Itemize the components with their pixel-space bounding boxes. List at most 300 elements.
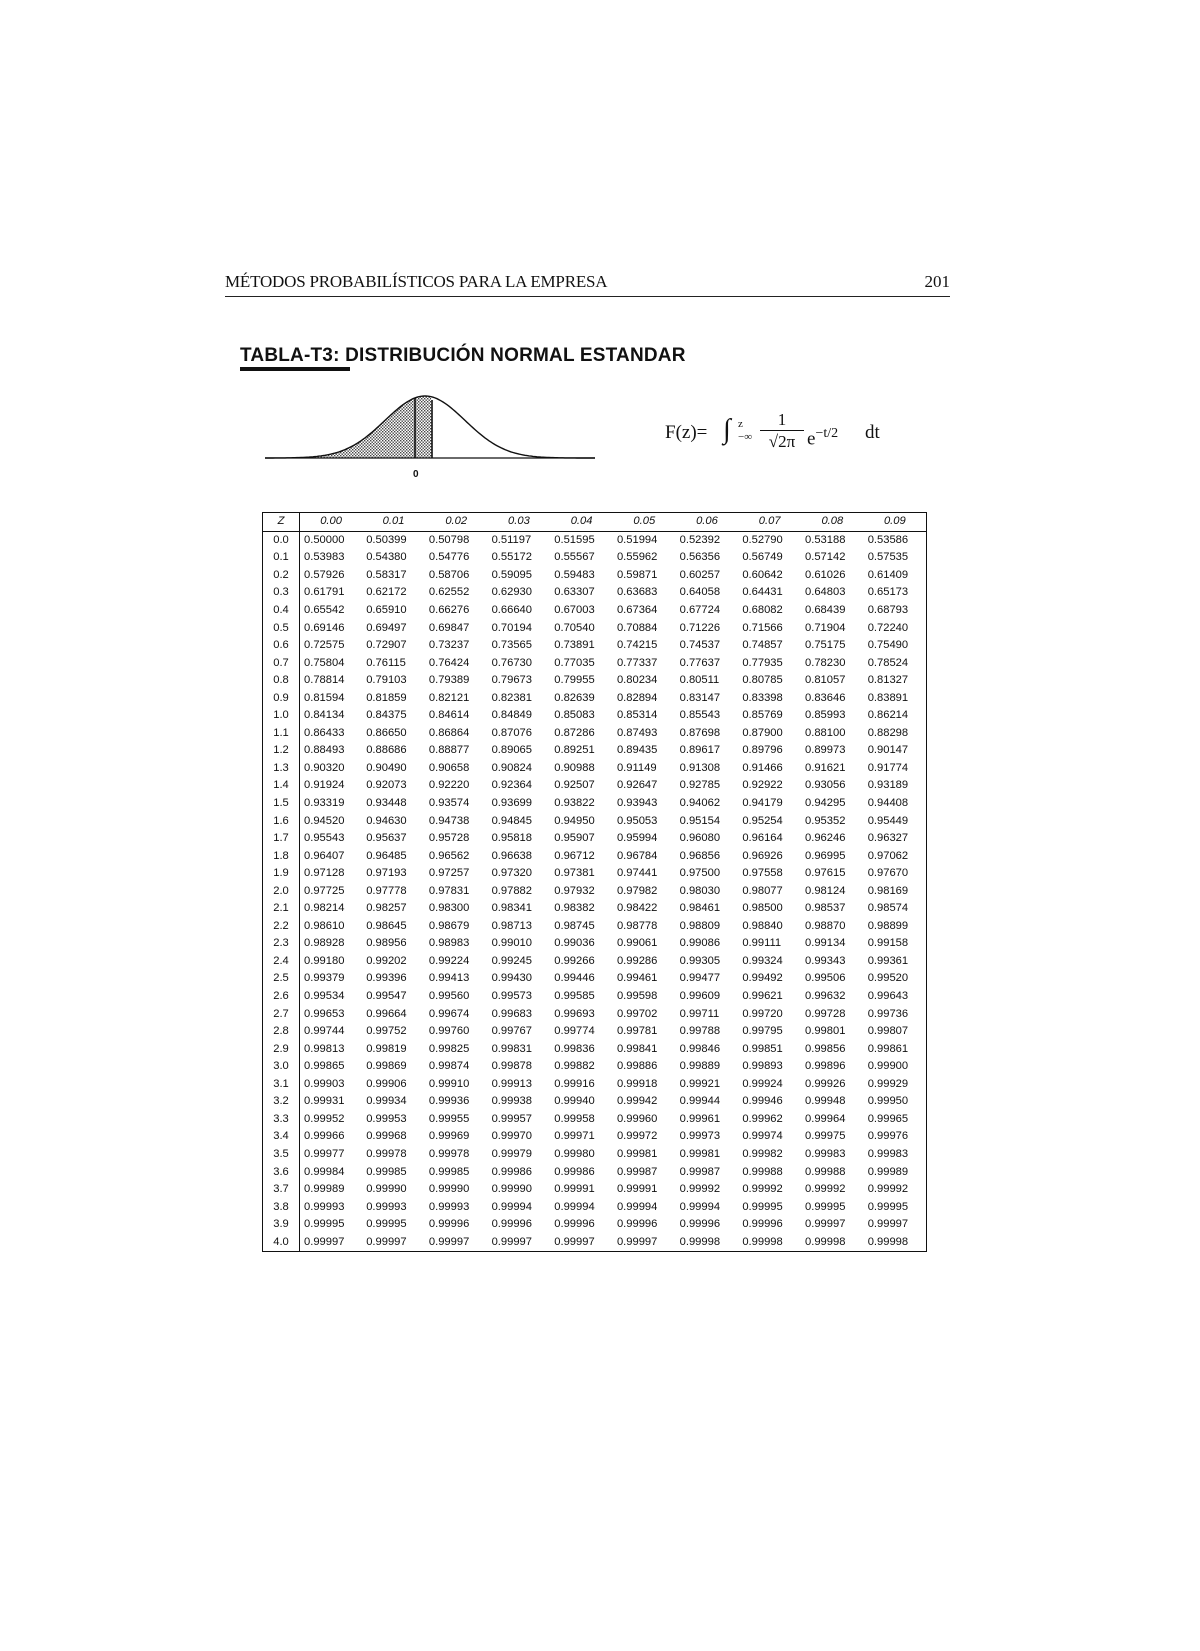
probability-cell: 0.97257 [428,867,470,880]
probability-cell: 0.78814 [304,674,345,687]
z-value-cell: 3.4 [263,1128,300,1146]
probability-cell: 0.99942 [616,1095,658,1108]
column-header: 0.07 [738,513,801,532]
probability-cell: 0.87900 [742,726,783,739]
probability-cell: 0.86650 [366,726,407,739]
probability-cell: 0.99962 [742,1112,783,1125]
column-header: 0.01 [362,513,425,532]
probability-cell: 0.99720 [742,1007,783,1020]
probability-cell: 0.99982 [742,1147,783,1160]
probability-cell: 0.97831 [428,884,470,897]
probability-cell: 0.98679 [428,919,470,932]
probability-cell: 0.98341 [491,902,533,915]
table-row [263,847,927,865]
probability-cell: 0.68439 [805,604,846,616]
table-row [263,1023,927,1041]
probability-cell: 0.99461 [616,972,658,985]
z-value-cell: 1.5 [263,795,300,813]
probability-cell: 0.99969 [428,1130,470,1143]
probability-cell: 0.51197 [491,533,532,546]
probability-cell: 0.99978 [366,1147,407,1160]
table-title: TABLA-T3: DISTRIBUCIÓN NORMAL ESTANDAR [240,345,686,366]
probability-cell: 0.61026 [805,568,846,581]
probability-cell: 0.98077 [742,884,783,897]
probability-cell: 0.94738 [428,814,470,827]
z-value-cell: 0.7 [263,654,300,672]
probability-cell: 0.99997 [366,1235,407,1248]
probability-cell: 0.96485 [366,849,407,862]
table-row [263,1146,927,1164]
probability-cell: 0.99674 [428,1007,470,1020]
integral-limits [738,418,752,444]
probability-cell: 0.69847 [428,621,470,634]
probability-cell: 0.95352 [805,814,846,827]
probability-cell: 0.50798 [428,533,470,546]
probability-cell: 0.78524 [867,656,909,669]
probability-cell: 0.99997 [304,1235,345,1248]
probability-cell: 0.95254 [742,814,783,827]
probability-cell: 0.99980 [554,1147,595,1160]
probability-cell: 0.99996 [679,1218,721,1231]
probability-cell: 0.93943 [616,797,658,810]
probability-cell: 0.99158 [867,937,909,950]
probability-cell: 0.99952 [304,1112,345,1125]
table-header-row [263,513,927,532]
probability-cell: 0.68082 [742,604,783,616]
probability-cell: 0.74857 [742,639,783,652]
z-value-cell: 2.8 [263,1023,300,1041]
probability-cell: 0.82121 [428,691,470,704]
probability-cell: 0.82894 [616,691,658,704]
probability-cell: 0.99998 [805,1235,846,1248]
probability-cell: 0.99940 [554,1095,595,1108]
z-value-cell: 3.0 [263,1058,300,1076]
probability-cell: 0.98257 [366,902,407,915]
probability-cell: 0.99960 [616,1112,658,1125]
probability-cell: 0.97778 [366,884,407,897]
column-header: 0.00 [300,513,363,532]
probability-cell: 0.83646 [805,691,846,704]
probability-cell: 0.99955 [428,1112,470,1125]
column-header: 0.04 [550,513,613,532]
probability-cell: 0.99983 [867,1147,909,1160]
title-underline [240,367,350,371]
probability-cell: 0.96246 [805,832,846,845]
table-row [263,795,927,813]
table-row [263,567,927,585]
probability-cell: 0.96995 [805,849,846,862]
probability-cell: 0.99948 [805,1095,846,1108]
table-row [263,672,927,690]
z-value-cell: 3.5 [263,1146,300,1164]
probability-cell: 0.99992 [867,1183,909,1196]
probability-cell: 0.99957 [491,1112,533,1125]
probability-cell: 0.99774 [554,1025,595,1038]
probability-cell: 0.94520 [304,814,345,827]
probability-cell: 0.55567 [554,551,595,564]
probability-cell: 0.85543 [679,709,721,722]
probability-cell: 0.70540 [554,621,595,634]
probability-cell: 0.99869 [366,1060,407,1073]
probability-cell: 0.99910 [428,1077,470,1090]
column-header: 0.05 [613,513,676,532]
probability-cell: 0.98928 [304,937,345,950]
probability-cell: 0.99996 [554,1218,595,1231]
probability-cell: 0.96407 [304,849,345,862]
table-row [263,900,927,918]
probability-cell: 0.99972 [616,1130,658,1143]
probability-cell: 0.67364 [616,604,658,616]
probability-cell: 0.99430 [491,972,533,985]
probability-cell: 0.77337 [616,656,658,669]
probability-cell: 0.99621 [742,990,783,1003]
z-value-cell: 1.1 [263,725,300,743]
probability-cell: 0.82381 [491,691,533,704]
probability-cell: 0.51994 [616,533,658,546]
probability-cell: 0.99973 [679,1130,721,1143]
probability-cell: 0.99997 [491,1235,533,1248]
probability-cell: 0.82639 [554,691,595,704]
probability-cell: 0.72575 [304,639,345,652]
probability-cell: 0.99988 [805,1165,846,1178]
probability-cell: 0.98169 [867,884,909,897]
cdf-formula [665,410,895,470]
probability-cell: 0.92922 [742,779,783,792]
probability-cell: 0.53188 [805,533,846,546]
probability-cell: 0.84375 [366,709,407,722]
probability-cell: 0.99744 [304,1025,345,1038]
probability-cell: 0.95728 [428,832,470,845]
probability-cell: 0.99953 [366,1112,407,1125]
probability-cell: 0.52790 [742,533,783,546]
probability-cell: 0.99929 [867,1077,909,1090]
probability-cell: 0.89251 [554,744,595,757]
probability-cell: 0.55962 [616,551,658,564]
probability-cell: 0.99996 [742,1218,783,1231]
probability-cell: 0.99975 [805,1130,846,1143]
table-row [263,1058,927,1076]
probability-cell: 0.99609 [679,990,721,1003]
table-row [263,742,927,760]
probability-cell: 0.99547 [366,990,407,1003]
z-value-cell: 1.3 [263,760,300,778]
probability-cell: 0.99996 [491,1218,533,1231]
z-value-cell: 1.4 [263,777,300,795]
probability-cell: 0.99010 [491,937,533,950]
probability-cell: 0.86433 [304,726,345,739]
probability-cell: 0.97320 [491,867,533,880]
probability-cell: 0.62930 [491,586,533,599]
probability-cell: 0.80785 [742,674,783,687]
probability-cell: 0.97670 [867,867,909,880]
probability-cell: 0.99446 [554,972,595,985]
probability-cell: 0.99361 [867,954,909,967]
probability-cell: 0.53983 [304,551,345,564]
probability-cell: 0.99413 [428,972,470,985]
probability-cell: 0.96638 [491,849,533,862]
probability-cell: 0.92785 [679,779,721,792]
table-row [263,1076,927,1094]
probability-cell: 0.83147 [679,691,721,704]
table-row [263,531,927,549]
probability-cell: 0.99996 [428,1218,470,1231]
probability-cell: 0.97882 [491,884,533,897]
z-value-cell: 0.6 [263,637,300,655]
probability-cell: 0.65542 [304,604,345,616]
probability-cell: 0.99305 [679,954,721,967]
probability-cell: 0.99934 [366,1095,407,1108]
exponential-base: e [807,428,816,450]
probability-cell: 0.99711 [679,1007,720,1020]
probability-cell: 0.97558 [742,867,783,880]
probability-cell: 0.99987 [616,1165,658,1178]
z-value-cell: 2.4 [263,953,300,971]
probability-cell: 0.91774 [867,761,909,774]
formula-lhs: F(z)= [665,422,708,443]
z-value-cell: 0.0 [263,531,300,549]
z-value-cell: 3.6 [263,1163,300,1181]
probability-cell: 0.99997 [428,1235,470,1248]
probability-cell: 0.99938 [491,1095,533,1108]
table-row [263,654,927,672]
column-header: 0.06 [676,513,739,532]
probability-cell: 0.98745 [554,919,595,932]
formula-fraction [760,410,804,453]
probability-cell: 0.84849 [491,709,533,722]
probability-cell: 0.62172 [366,586,407,599]
z-value-cell: 2.1 [263,900,300,918]
z-value-cell: 0.3 [263,584,300,602]
probability-cell: 0.98713 [491,919,533,932]
probability-cell: 0.99736 [867,1007,909,1020]
probability-cell: 0.83398 [742,691,783,704]
probability-cell: 0.99966 [304,1130,345,1143]
probability-cell: 0.74215 [616,639,658,652]
probability-cell: 0.94845 [491,814,533,827]
probability-cell: 0.83891 [867,691,909,704]
probability-cell: 0.71904 [805,621,846,634]
probability-cell: 0.85993 [805,709,846,722]
probability-cell: 0.99931 [304,1095,345,1108]
probability-cell: 0.50399 [366,533,407,546]
probability-cell: 0.99990 [428,1183,470,1196]
probability-cell: 0.98382 [554,902,595,915]
probability-cell: 0.99245 [491,954,533,967]
table-row [263,882,927,900]
exponent: −t/2 [815,426,839,441]
probability-cell: 0.96926 [742,849,783,862]
z-column-header: Z [263,513,300,532]
probability-cell: 0.99977 [304,1147,345,1160]
probability-cell: 0.73237 [428,639,470,652]
table-row [263,1040,927,1058]
probability-cell: 0.50000 [304,533,345,546]
probability-cell: 0.95053 [616,814,658,827]
probability-cell: 0.88686 [366,744,407,757]
probability-cell: 0.89796 [742,744,783,757]
running-header [225,270,950,297]
probability-cell: 0.99997 [867,1218,909,1231]
table-row [263,707,927,725]
probability-cell: 0.99506 [805,972,846,985]
probability-cell: 0.99795 [742,1025,783,1038]
probability-cell: 0.99801 [805,1025,846,1038]
probability-cell: 0.85314 [616,709,658,722]
probability-cell: 0.99664 [366,1007,407,1020]
probability-cell: 0.98214 [304,902,345,915]
probability-cell: 0.75175 [805,639,846,652]
probability-cell: 0.81327 [867,674,909,687]
probability-cell: 0.99889 [679,1060,721,1073]
probability-cell: 0.71566 [742,621,783,634]
probability-cell: 0.92364 [491,779,533,792]
probability-cell: 0.99936 [428,1095,470,1108]
table-row [263,1216,927,1234]
z-value-cell: 1.2 [263,742,300,760]
probability-cell: 0.91149 [616,761,657,774]
probability-cell: 0.71226 [679,621,721,634]
probability-cell: 0.90988 [554,761,595,774]
probability-cell: 0.59871 [616,568,658,581]
probability-cell: 0.94408 [867,797,909,810]
probability-cell: 0.81859 [366,691,407,704]
probability-cell: 0.94950 [554,814,595,827]
probability-cell: 0.99974 [742,1130,783,1143]
probability-cell: 0.69146 [304,621,345,634]
z-value-cell: 2.9 [263,1040,300,1058]
probability-cell: 0.99343 [805,954,846,967]
probability-cell: 0.80234 [616,674,658,687]
table-row [263,1163,927,1181]
probability-cell: 0.99981 [679,1147,721,1160]
probability-cell: 0.99995 [304,1218,345,1231]
probability-cell: 0.99924 [742,1077,783,1090]
probability-cell: 0.99979 [491,1147,533,1160]
probability-cell: 0.62552 [428,586,470,599]
normal-distribution-table [262,512,927,1252]
probability-cell: 0.93822 [554,797,595,810]
probability-cell: 0.99813 [304,1042,345,1055]
probability-cell: 0.90320 [304,761,345,774]
table-row [263,865,927,883]
probability-cell: 0.98778 [616,919,658,932]
probability-cell: 0.93056 [805,779,846,792]
probability-cell: 0.99913 [491,1077,533,1090]
probability-cell: 0.99396 [366,972,407,985]
probability-cell: 0.98300 [428,902,470,915]
probability-cell: 0.98461 [679,902,721,915]
probability-cell: 0.64803 [805,586,846,599]
probability-cell: 0.89065 [491,744,533,757]
z-value-cell: 1.6 [263,812,300,830]
probability-cell: 0.99693 [554,1007,595,1020]
probability-cell: 0.99767 [491,1025,533,1038]
probability-cell: 0.99896 [805,1060,846,1073]
probability-cell: 0.68793 [867,604,909,616]
probability-cell: 0.99134 [805,937,846,950]
probability-cell: 0.99760 [428,1025,470,1038]
probability-cell: 0.65173 [867,586,909,599]
z-value-cell: 0.8 [263,672,300,690]
probability-cell: 0.99846 [679,1042,721,1055]
probability-cell: 0.99990 [491,1183,533,1196]
probability-cell: 0.63307 [554,586,595,599]
probability-cell: 0.99781 [616,1025,658,1038]
probability-cell: 0.92073 [366,779,407,792]
z-value-cell: 2.0 [263,882,300,900]
probability-cell: 0.76115 [366,656,406,669]
probability-cell: 0.99036 [554,937,595,950]
probability-cell: 0.99994 [679,1200,721,1213]
probability-cell: 0.99992 [742,1183,783,1196]
table-row [263,1093,927,1111]
probability-cell: 0.89617 [679,744,721,757]
probability-cell: 0.99111 [742,937,782,950]
table-row [263,830,927,848]
probability-cell: 0.58706 [428,568,470,581]
z-value-cell: 1.0 [263,707,300,725]
probability-cell: 0.81594 [304,691,345,704]
probability-cell: 0.86864 [428,726,470,739]
probability-cell: 0.99995 [805,1200,846,1213]
table-row [263,1181,927,1199]
probability-cell: 0.79955 [554,674,595,687]
probability-cell: 0.91924 [304,779,345,792]
probability-cell: 0.97062 [867,849,909,862]
probability-cell: 0.98899 [867,919,909,932]
probability-cell: 0.98124 [805,884,846,897]
probability-cell: 0.99971 [554,1130,595,1143]
probability-cell: 0.96562 [428,849,470,862]
probability-cell: 0.87286 [554,726,595,739]
table-row [263,637,927,655]
probability-cell: 0.96856 [679,849,721,862]
probability-cell: 0.99987 [679,1165,721,1178]
probability-cell: 0.98500 [742,902,783,915]
probability-cell: 0.76730 [491,656,533,669]
probability-cell: 0.63683 [616,586,658,599]
probability-cell: 0.99324 [742,954,783,967]
probability-cell: 0.99985 [366,1165,407,1178]
probability-cell: 0.99996 [616,1218,658,1231]
probability-cell: 0.65910 [366,604,407,616]
z-value-cell: 4.0 [263,1233,300,1251]
probability-cell: 0.99643 [867,990,909,1003]
column-header: 0.09 [864,513,927,532]
probability-cell: 0.87076 [491,726,533,739]
probability-cell: 0.53586 [867,533,909,546]
probability-cell: 0.74537 [679,639,721,652]
z-value-cell: 3.1 [263,1076,300,1094]
probability-cell: 0.99825 [428,1042,470,1055]
probability-cell: 0.96327 [867,832,909,845]
probability-cell: 0.95543 [304,832,345,845]
table-row [263,1233,927,1251]
probability-cell: 0.99961 [679,1112,721,1125]
z-value-cell: 2.6 [263,988,300,1006]
probability-cell: 0.90824 [491,761,533,774]
probability-cell: 0.88877 [428,744,470,757]
z-value-cell: 0.4 [263,602,300,620]
probability-cell: 0.91308 [679,761,721,774]
probability-cell: 0.94630 [366,814,407,827]
probability-cell: 0.99998 [679,1235,721,1248]
probability-cell: 0.89435 [616,744,658,757]
probability-cell: 0.64058 [679,586,721,599]
probability-cell: 0.57926 [304,568,345,581]
probability-cell: 0.57142 [805,551,846,564]
probability-cell: 0.97381 [554,867,595,880]
